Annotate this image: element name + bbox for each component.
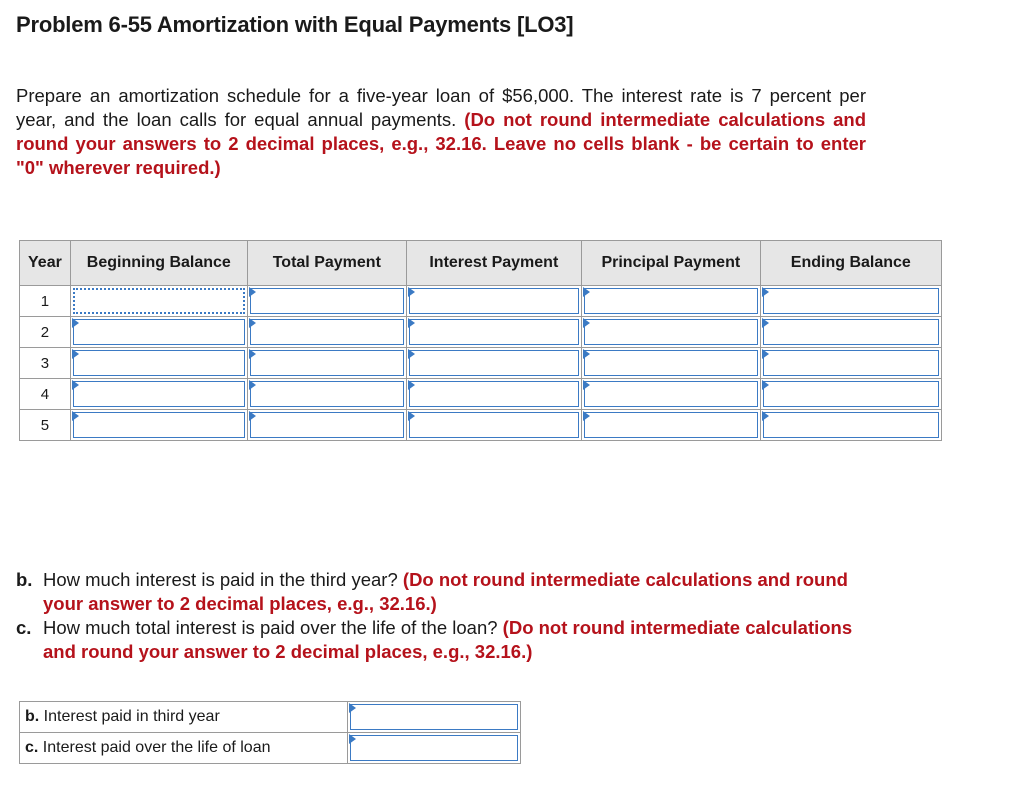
answer-row-b (20, 702, 521, 733)
year-cell: 3 (20, 348, 71, 379)
year-cell: 5 (20, 410, 71, 441)
input-marker-icon (762, 318, 769, 328)
beginning-balance-input[interactable] (73, 319, 245, 345)
answer-b-text: Interest paid in third year (43, 708, 220, 725)
input-marker-icon (408, 380, 415, 390)
header-beginning-balance: Beginning Balance (70, 241, 247, 286)
input-marker-icon (762, 287, 769, 297)
principal-payment-input[interactable] (584, 412, 758, 438)
input-marker-icon (249, 380, 256, 390)
answer-row-c (20, 733, 521, 764)
year-cell: 4 (20, 379, 71, 410)
intro-text: Prepare an amortization schedule for a five-year loan of $56,000. The interest rate is 7 percent per year, and the loan calls for equal annual payments. (16, 85, 866, 130)
question-c-label: c. (16, 617, 32, 638)
principal-payment-input[interactable] (584, 381, 758, 407)
input-marker-icon (72, 411, 79, 421)
year-cell: 1 (20, 286, 71, 317)
input-marker-icon (72, 380, 79, 390)
question-c (16, 616, 886, 664)
input-marker-icon (762, 380, 769, 390)
beginning-balance-input[interactable] (73, 381, 245, 407)
ending-balance-input[interactable] (763, 412, 939, 438)
table-header-row (20, 241, 942, 286)
total-payment-input[interactable] (250, 412, 404, 438)
table-row (20, 410, 942, 441)
input-marker-icon (583, 380, 590, 390)
input-marker-icon (249, 318, 256, 328)
answer-b-letter: b. (25, 708, 40, 725)
principal-payment-input[interactable] (584, 350, 758, 376)
table-row (20, 317, 942, 348)
year-cell: 2 (20, 317, 71, 348)
ending-balance-input[interactable] (763, 319, 939, 345)
input-marker-icon (408, 287, 415, 297)
ending-balance-input[interactable] (763, 381, 939, 407)
input-marker-icon (408, 318, 415, 328)
problem-intro (16, 84, 866, 180)
ending-balance-input[interactable] (763, 288, 939, 314)
input-marker-icon (249, 349, 256, 359)
question-b-label: b. (16, 569, 33, 590)
header-interest-payment: Interest Payment (406, 241, 581, 286)
question-b-instruction: (Do not round intermediate calculations and round your answer to 2 decimal places, e.g., 32.16.) (43, 569, 848, 614)
input-marker-icon (583, 287, 590, 297)
total-interest-input[interactable] (350, 735, 518, 761)
table-row (20, 286, 942, 317)
table-row (20, 348, 942, 379)
question-c-instruction: (Do not round intermediate calculations and round your answer to 2 decimal places, e.g., 32.16.) (43, 617, 853, 662)
problem-title: Problem 6-55 Amortization with Equal Payments [LO3] (16, 12, 574, 37)
answer-table (19, 701, 521, 764)
input-marker-icon (583, 318, 590, 328)
principal-payment-input[interactable] (584, 288, 758, 314)
beginning-balance-input[interactable] (73, 288, 245, 314)
input-marker-icon (349, 734, 356, 744)
input-marker-icon (583, 411, 590, 421)
total-payment-input[interactable] (250, 350, 404, 376)
interest-payment-input[interactable] (409, 350, 579, 376)
total-payment-input[interactable] (250, 288, 404, 314)
input-marker-icon (408, 349, 415, 359)
answer-c-label-cell (20, 733, 348, 764)
total-payment-input[interactable] (250, 319, 404, 345)
answer-b-label-cell (20, 702, 348, 733)
header-principal-payment: Principal Payment (581, 241, 760, 286)
input-marker-icon (349, 703, 356, 713)
ending-balance-input[interactable] (763, 350, 939, 376)
header-ending-balance: Ending Balance (760, 241, 941, 286)
amortization-table (19, 240, 942, 441)
interest-payment-input[interactable] (409, 412, 579, 438)
table-row (20, 379, 942, 410)
beginning-balance-input[interactable] (73, 350, 245, 376)
header-total-payment: Total Payment (247, 241, 406, 286)
total-payment-input[interactable] (250, 381, 404, 407)
answer-c-letter: c. (25, 739, 39, 756)
interest-payment-input[interactable] (409, 319, 579, 345)
input-marker-icon (249, 411, 256, 421)
intro-instruction: (Do not round intermediate calculations and round your answers to 2 decimal places, e.g., 32.16. Leave no cells blank - be certain to enter "0" wherever required.) (16, 109, 866, 178)
header-year: Year (20, 241, 71, 286)
interest-payment-input[interactable] (409, 381, 579, 407)
interest-third-year-input[interactable] (350, 704, 518, 730)
input-marker-icon (408, 411, 415, 421)
input-marker-icon (72, 349, 79, 359)
answer-c-text: Interest paid over the life of loan (42, 739, 271, 756)
input-marker-icon (249, 287, 256, 297)
question-b-text: How much interest is paid in the third year? (43, 569, 398, 590)
input-marker-icon (762, 349, 769, 359)
input-marker-icon (583, 349, 590, 359)
question-c-text: How much total interest is paid over the life of the loan? (43, 617, 498, 638)
input-marker-icon (762, 411, 769, 421)
questions (16, 568, 886, 664)
input-marker-icon (72, 318, 79, 328)
beginning-balance-input[interactable] (73, 412, 245, 438)
question-b (16, 568, 886, 616)
interest-payment-input[interactable] (409, 288, 579, 314)
principal-payment-input[interactable] (584, 319, 758, 345)
